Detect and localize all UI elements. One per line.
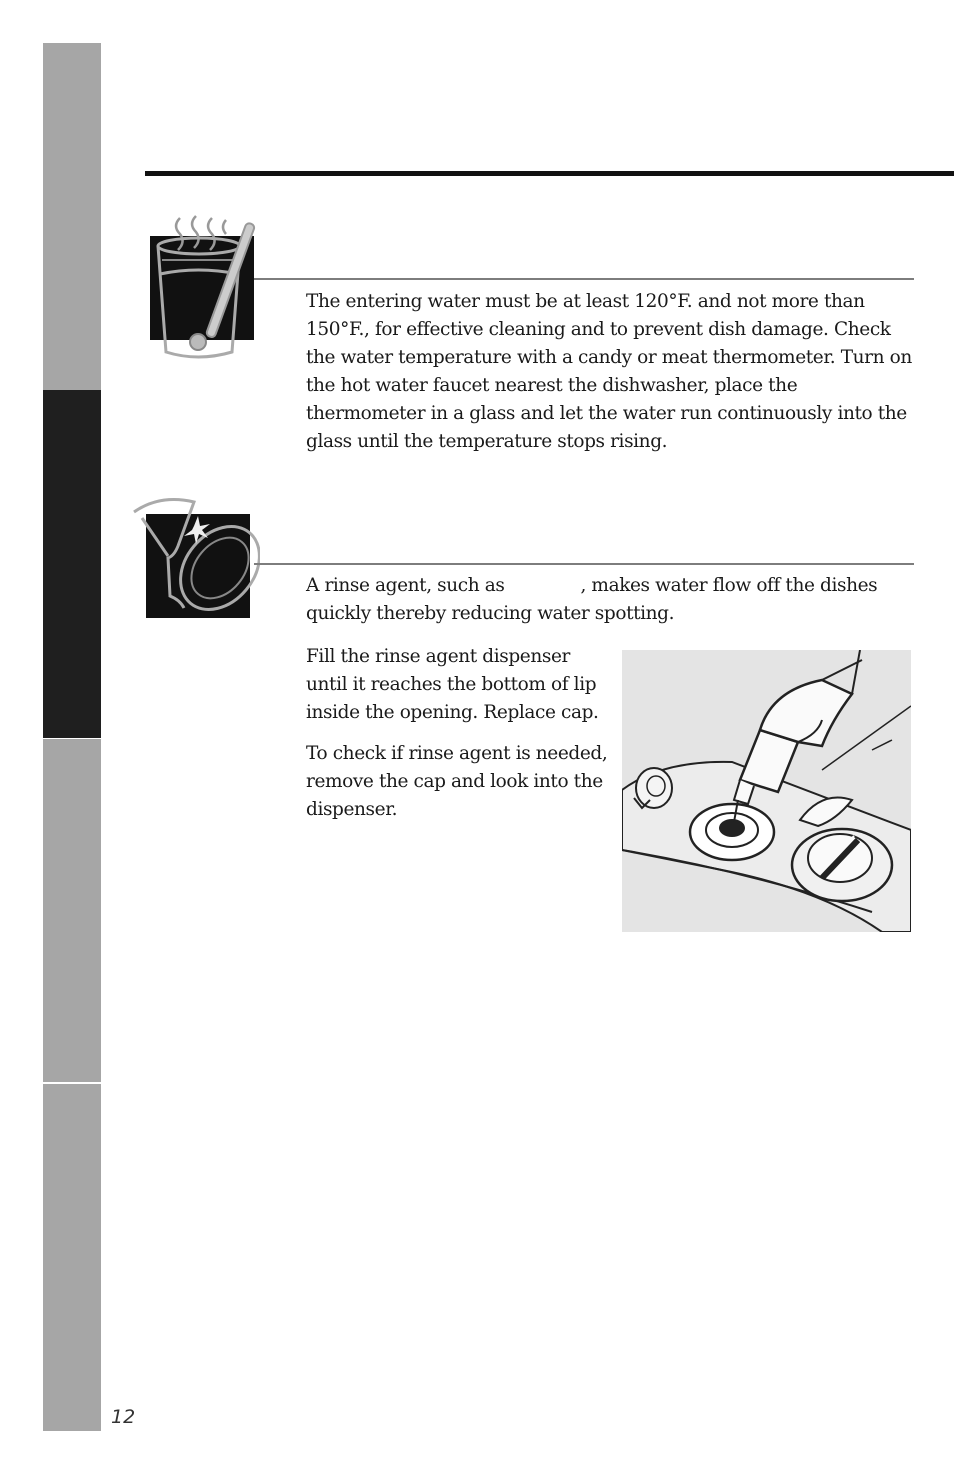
rinse-agent-rule (254, 563, 914, 565)
rinse-agent-intro-before: A rinse agent, such as (306, 575, 505, 596)
water-temperature-rule (254, 278, 914, 280)
sparkling-glass-and-plate-icon (130, 496, 260, 622)
rinse-agent-intro (306, 572, 918, 628)
fill-instructions-text: Fill the rinse agent dispenser until it reaches the bottom of lip inside the opening. Replace cap. (306, 646, 599, 723)
sidebar-tab-2-active (43, 390, 101, 738)
thermometer-in-glass-icon (148, 212, 258, 362)
rinse-agent-intro-after: , makes water flow off the dishes quickly thereby reducing water spotting. (306, 575, 878, 624)
sidebar-tab-3 (43, 739, 101, 1082)
sidebar-tab-4 (43, 1084, 101, 1431)
header-rule (145, 171, 954, 176)
sidebar-tab-1 (43, 43, 101, 390)
check-instructions-text: To check if rinse agent is needed, remove the cap and look into the dispenser. (306, 743, 608, 820)
page-number: 12 (111, 1406, 136, 1428)
water-temperature-text: The entering water must be at least 120°F. and not more than 150°F., for effective cleaning and to prevent dish damage. Check the water temperature with a candy or meat thermometer. Turn on the hot water faucet nearest the dishwasher, place the thermometer in a glass and let the water run continuously into the glass until the temperature stops rising. (306, 291, 912, 452)
filling-rinse-agent-dispenser-illustration (622, 650, 911, 932)
